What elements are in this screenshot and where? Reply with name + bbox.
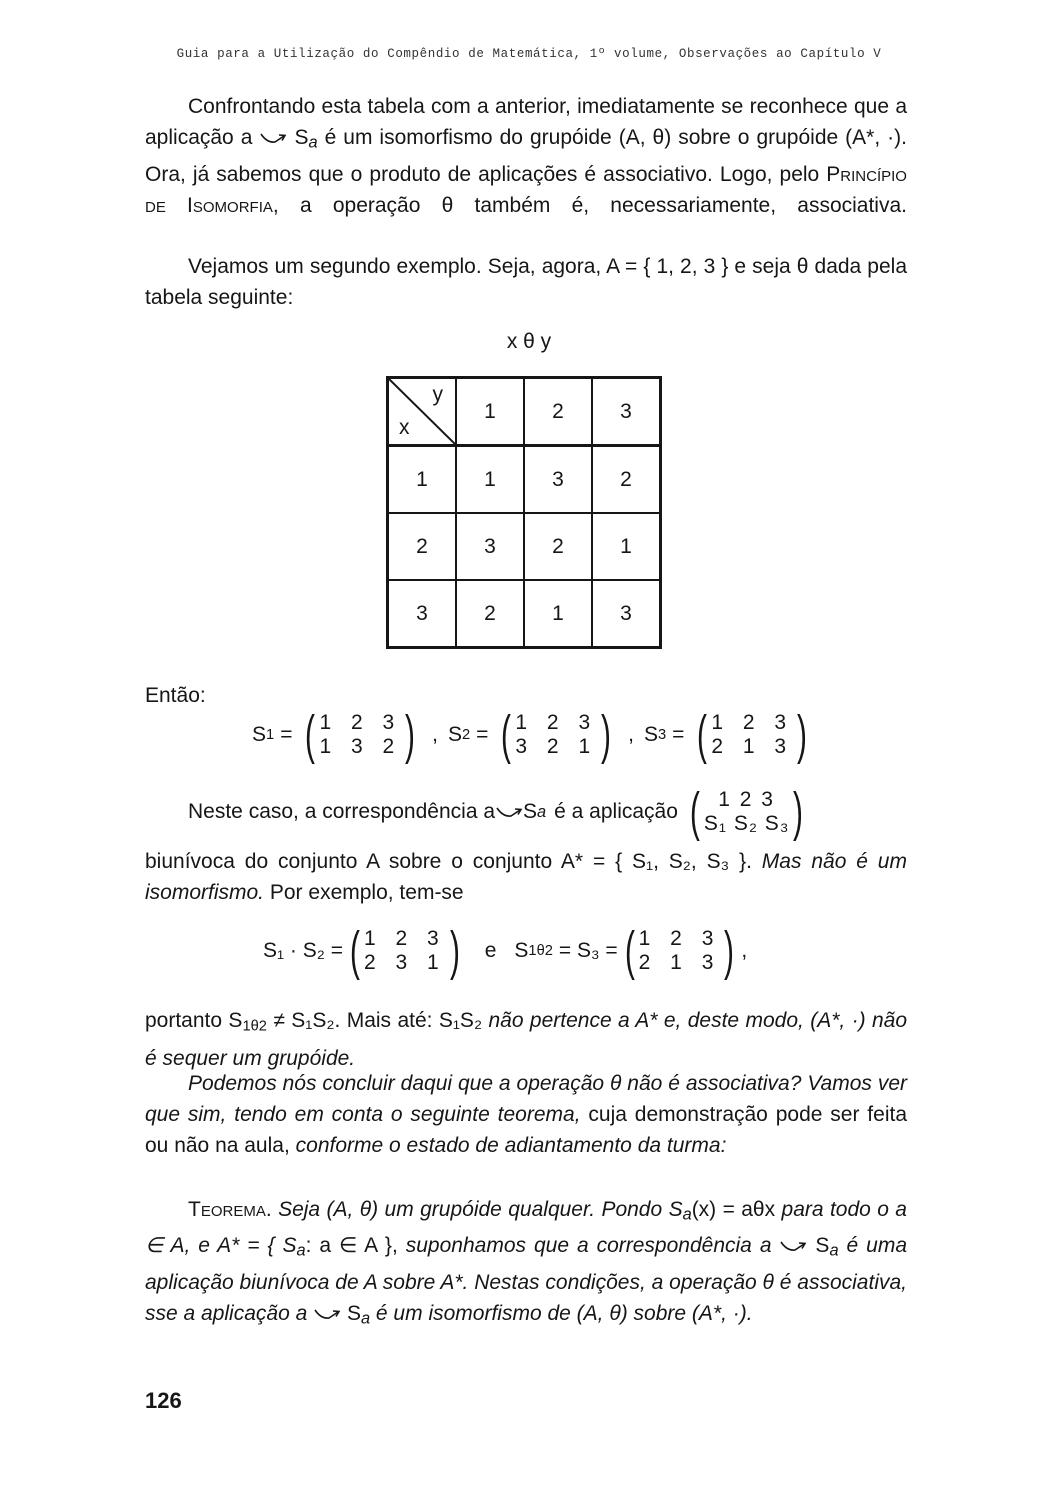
matrix-s3-repeat: ( 1 2 3 2 1 3 ) [624, 921, 735, 981]
table-row [388, 580, 661, 648]
row-header: 1 [388, 446, 457, 514]
table-cell: 2 [592, 446, 661, 514]
paragraph-not-groupoid: portanto S1θ2 ≠ S₁S₂. Mais até: S₁S₂ não pertence a A* e, deste modo, (A*, ·) não é sequer um grupóide. [145, 1009, 907, 1070]
maps-to-arrow-icon [779, 1239, 807, 1253]
matrix-s1: ( 1 2 3 1 3 2 ) [305, 705, 416, 765]
table-cell: 3 [456, 513, 524, 580]
col-header: 1 [456, 378, 524, 446]
table-row [388, 446, 661, 514]
matrix-s1s2: ( 1 2 3 2 3 1 ) [350, 921, 460, 981]
running-header: Guia para a Utilização do Compêndio de Matemática, 1º volume, Observações ao Capítulo V [176, 47, 882, 61]
matrix-a-to-s: ( 1 2 3 S₁ S₂ S₃ ) [689, 782, 804, 842]
paragraph-isomorphism: Confrontando esta tabela com a anterior, imediatamente se reconhece que a aplicação a $S_a$ é um isomorfismo do grupóide (A, θ) sobre o grupóide (A*, ·). Ora, já sabemos que o produto de aplicações é associativo. Logo, pelo Princípio de Isomorfia, a operação θ também é, necessariamente, associativa. [145, 95, 908, 217]
product-equation: S₁ · S₂ = ( 1 2 3 2 3 1 ) e S 1θ2 = S₃ = ( 1 2 3 2 1 3 ) , [263, 921, 748, 981]
row-header: 3 [388, 580, 457, 648]
page-number: 126 [145, 1388, 182, 1413]
paragraph-theorem: Teorema. Seja (A, θ) um grupóide qualquer. Pondo $S_a(x) = a\theta x$ para todo o a ∈ A, e A* = { $S_a$: a ∈ A }, suponhamos que a correspondência a $S_a$ é uma aplicação biunívoca de A sobre A*. Nestas condições, a operação θ é associativa, sse a aplicação a $S_a$ é um isomorfismo de (A, θ) sobre (A*, ·). [145, 1198, 908, 1328]
maps-to-arrow-icon [313, 1307, 341, 1321]
paragraph-bijection: biunívoca do conjunto A sobre o conjunto A* = { S₁, S₂, S₃ }. Mas não é um isomorfismo. Por exemplo, tem-se [145, 850, 907, 905]
correspondence-line: Neste caso, a correspondência a S a é a aplicação ( 1 2 3 S₁ S₂ S₃ ) [188, 785, 810, 839]
matrix-s3: ( 1 2 3 2 1 3 ) [697, 705, 808, 765]
table-cell: 1 [592, 513, 661, 580]
matrix-s2: ( 1 2 3 3 2 1 ) [501, 705, 612, 765]
table-cell: 2 [524, 513, 592, 580]
paragraph-conclusion: Podemos nós concluir daqui que a operação θ não é associativa? Vamos ver que sim, tendo em conta o seguinte teorema, cuja demonstração pode ser feita ou não na aula, conforme o estado de adiantamento da turma: [145, 1072, 907, 1158]
operation-table [386, 376, 662, 649]
table-row [388, 513, 661, 580]
table-corner-cell: y x [388, 378, 457, 446]
table-cell: 1 [456, 446, 524, 514]
paragraph-second-example: Vejamos um segundo exemplo. Seja, agora, A = { 1, 2, 3 } e seja θ dada pela tabela seguinte: [145, 255, 907, 310]
row-header: 2 [388, 513, 457, 580]
table-caption: x θ y [506, 330, 552, 353]
table-cell: 2 [456, 580, 524, 648]
maps-to-arrow-icon [495, 805, 523, 819]
col-header: 2 [524, 378, 592, 446]
col-header: 3 [592, 378, 661, 446]
table-cell: 1 [524, 580, 592, 648]
entao-label: Então: [145, 684, 206, 707]
table-cell: 3 [524, 446, 592, 514]
permutation-definitions: S 1 = ( 1 2 3 1 3 2 ) , S 2 = ( 1 2 3 3 2 1 ) , S 3 = ( 1 2 3 2 1 3 ) [252, 708, 814, 762]
table-cell: 3 [592, 580, 661, 648]
maps-to-arrow-icon [259, 131, 287, 145]
